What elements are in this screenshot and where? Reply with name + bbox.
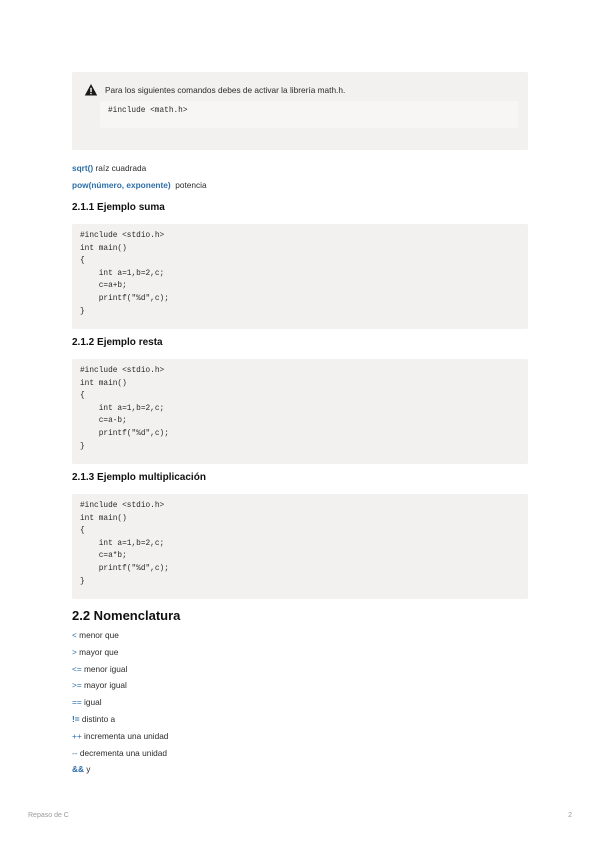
section-heading: 2.1.1 Ejemplo suma bbox=[72, 202, 165, 213]
operator-description: y bbox=[83, 764, 91, 775]
include-math-code: #include <math.h> bbox=[100, 101, 518, 128]
code-block bbox=[72, 359, 528, 464]
function-sqrt bbox=[72, 160, 528, 177]
operator: >= bbox=[72, 680, 82, 691]
nomenclature-item bbox=[72, 711, 528, 728]
code-line: int main() bbox=[80, 244, 127, 253]
page-number: 2 bbox=[568, 812, 572, 819]
callout-text: Para los siguientes comandos debes de activar la librería math.h. bbox=[105, 85, 346, 95]
code-block bbox=[72, 224, 528, 329]
operator: > bbox=[72, 646, 77, 657]
code-line: } bbox=[80, 307, 85, 316]
operator-description: mayor igual bbox=[81, 680, 127, 691]
code-line: #include <stdio.h> bbox=[80, 502, 165, 510]
section-heading: 2.1.2 Ejemplo resta bbox=[72, 337, 163, 348]
code-line: int a=1,b=2,c; bbox=[80, 404, 165, 413]
operator-description: distinto a bbox=[79, 713, 116, 724]
operator: ++ bbox=[72, 730, 82, 741]
code-line: printf("%d",c); bbox=[80, 294, 169, 303]
nomenclature-item bbox=[72, 661, 528, 678]
operator-description: menor que bbox=[76, 630, 119, 640]
section-heading: 2.1.3 Ejemplo multiplicación bbox=[72, 472, 206, 483]
code-line: int main() bbox=[80, 514, 127, 523]
warning-icon bbox=[84, 83, 98, 97]
code-line: c=a+b; bbox=[80, 282, 127, 291]
nomenclature-item bbox=[72, 694, 528, 711]
code-line: printf("%d",c); bbox=[80, 564, 169, 573]
nomenclature-item bbox=[72, 644, 528, 661]
code-line: int a=1,b=2,c; bbox=[80, 539, 165, 548]
operator-description: incrementa una unidad bbox=[81, 730, 169, 741]
function-keyword: sqrt() bbox=[72, 163, 94, 173]
operator: < bbox=[72, 630, 77, 640]
code-line: { bbox=[80, 392, 85, 401]
function-description: potencia bbox=[170, 180, 207, 190]
nomenclature-item bbox=[72, 745, 528, 762]
operator: && bbox=[72, 764, 84, 775]
operator: <= bbox=[72, 663, 82, 674]
code-line: #include <stdio.h> bbox=[80, 232, 165, 240]
function-pow bbox=[72, 177, 528, 194]
nomenclature-heading: 2.2 Nomenclatura bbox=[72, 608, 181, 623]
nomenclature-item bbox=[72, 761, 528, 778]
code-line: } bbox=[80, 442, 85, 451]
operator: -- bbox=[72, 747, 78, 758]
nomenclature-item bbox=[72, 627, 528, 644]
code-line: printf("%d",c); bbox=[80, 429, 169, 438]
operator-description: decrementa una unidad bbox=[77, 747, 168, 758]
footer-title: Repaso de C bbox=[28, 812, 69, 819]
code-line: #include <stdio.h> bbox=[80, 367, 165, 375]
code-line: { bbox=[80, 527, 85, 536]
function-keyword: pow(número, exponente) bbox=[72, 180, 171, 190]
nomenclature-list bbox=[72, 627, 528, 778]
operator-description: mayor que bbox=[76, 646, 119, 657]
operator: != bbox=[72, 713, 80, 724]
code-line: int main() bbox=[80, 379, 127, 388]
code-line: int a=1,b=2,c; bbox=[80, 269, 165, 278]
code-line: } bbox=[80, 577, 85, 586]
code-line: c=a*b; bbox=[80, 552, 127, 561]
nomenclature-item bbox=[72, 728, 528, 745]
operator-description: menor igual bbox=[81, 663, 128, 674]
example-sections bbox=[72, 198, 528, 599]
operator: == bbox=[72, 697, 82, 708]
nomenclature-item bbox=[72, 677, 528, 694]
callout-header bbox=[82, 83, 518, 97]
operator-description: igual bbox=[81, 697, 102, 708]
page-content bbox=[72, 72, 528, 778]
code-line: c=a-b; bbox=[80, 417, 127, 426]
code-line: { bbox=[80, 257, 85, 266]
info-callout bbox=[72, 72, 528, 150]
function-description: raíz cuadrada bbox=[93, 163, 147, 173]
code-block bbox=[72, 494, 528, 599]
